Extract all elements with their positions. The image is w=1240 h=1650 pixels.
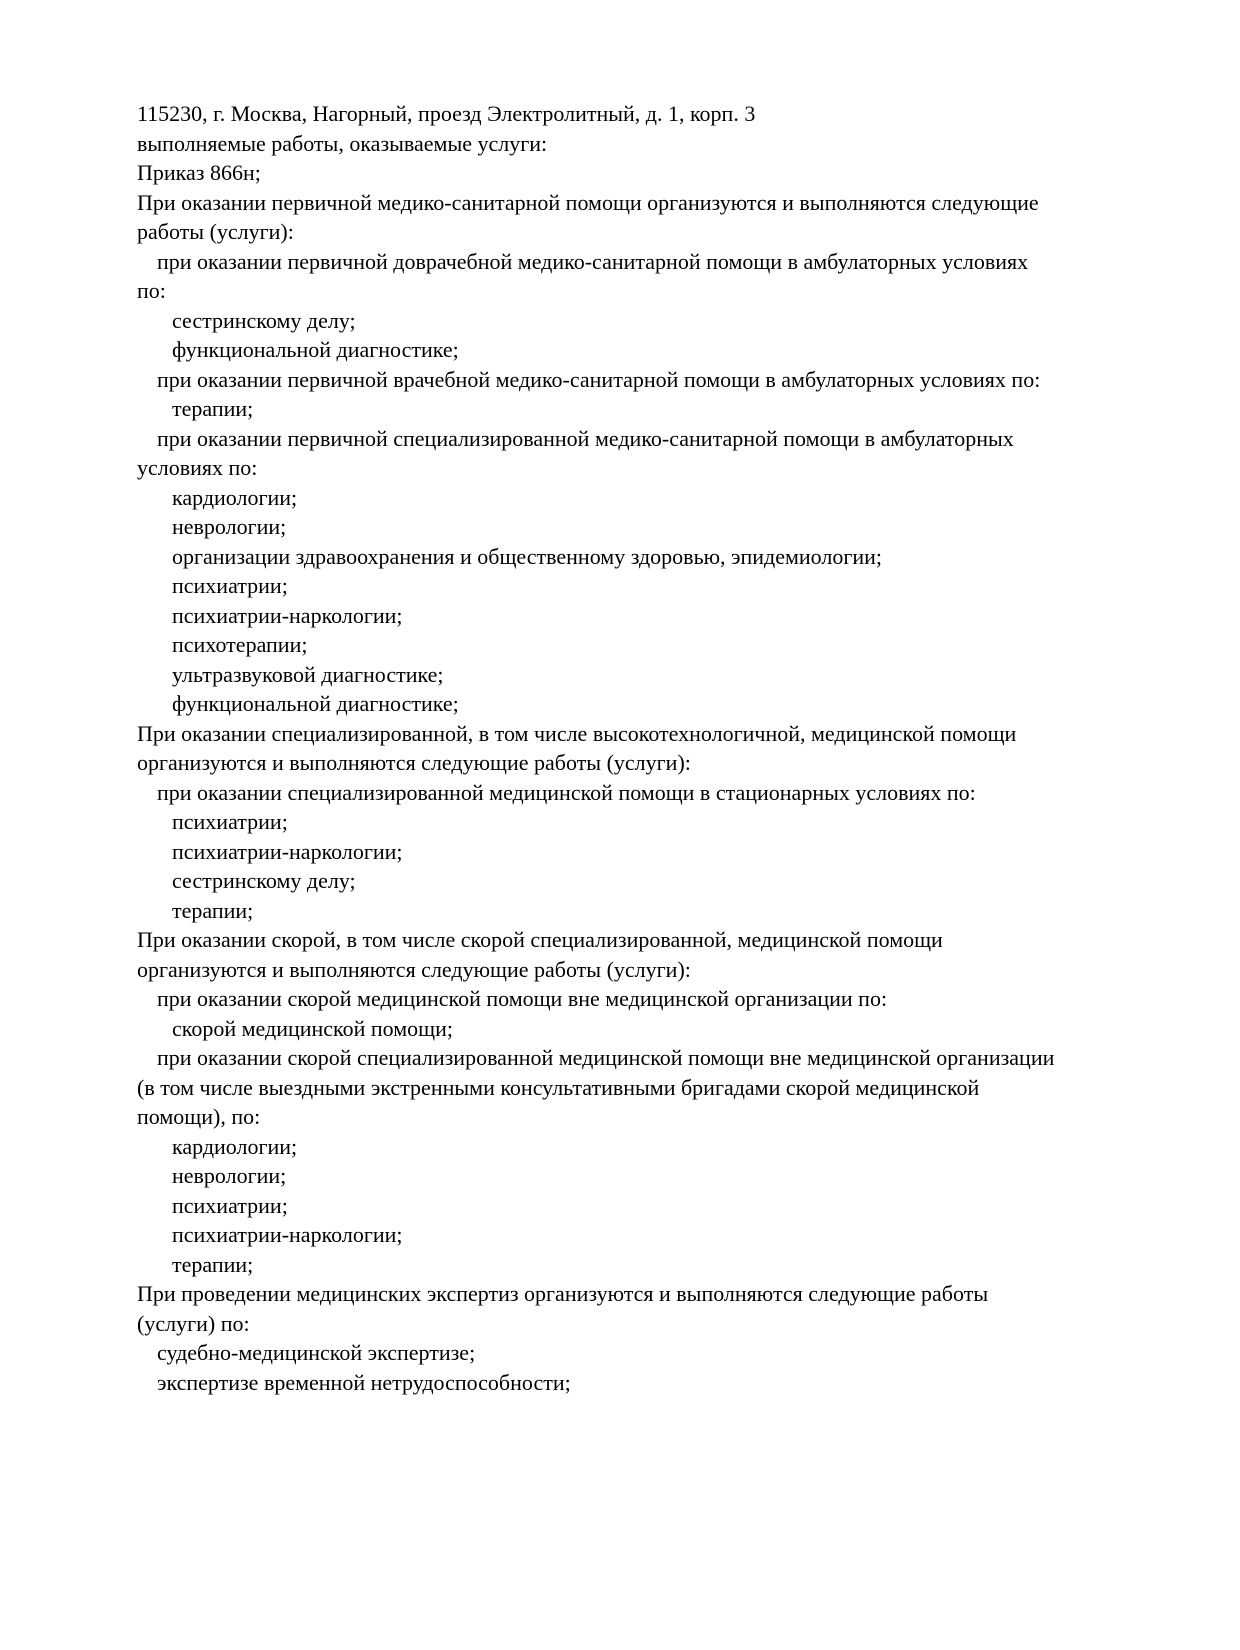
document-body: [137, 99, 1220, 1397]
document-line: организуются и выполняются следующие работы (услуги):: [137, 750, 691, 775]
document-line: терапии;: [172, 897, 254, 923]
document-line: при оказании первичной специализированной медико-санитарной помощи в амбулаторных: [157, 425, 1014, 451]
document-line: кардиологии;: [172, 1133, 298, 1159]
document-line: при оказании скорой медицинской помощи вне медицинской организации по:: [157, 986, 888, 1011]
document-line: по:: [137, 278, 166, 303]
document-line: При оказании первичной медико-санитарной помощи организуются и выполняются следующие: [137, 189, 1039, 215]
document-line: психиатрии-наркологии;: [172, 838, 403, 864]
document-line: скорой медицинской помощи;: [172, 1015, 454, 1041]
document-line: функциональной диагностике;: [172, 691, 459, 716]
document-line: психотерапии;: [172, 632, 308, 657]
document-line: (услуги) по:: [137, 1310, 250, 1336]
document-line: выполняемые работы, оказываемые услуги:: [137, 130, 548, 156]
document-line: психиатрии;: [172, 809, 288, 834]
document-line: условиях по:: [137, 455, 258, 480]
document-line: (в том числе выездными экстренными консультативными бригадами скорой медицинской: [137, 1074, 980, 1100]
document-line: Приказ 866н;: [137, 160, 261, 185]
document-line: терапии;: [172, 396, 254, 421]
document-line: неврологии;: [172, 514, 287, 539]
document-line: 115230, г. Москва, Нагорный, проезд Электролитный, д. 1, корп. 3: [137, 101, 756, 126]
document-line: кардиологии;: [172, 484, 298, 510]
document-line: При оказании скорой, в том числе скорой специализированной, медицинской помощи: [137, 927, 943, 952]
document-line: сестринскому делу;: [172, 307, 356, 333]
document-line: при оказании специализированной медицинской помощи в стационарных условиях по:: [157, 779, 976, 805]
document-line: организуются и выполняются следующие работы (услуги):: [137, 956, 691, 982]
document-line: при оказании скорой специализированной медицинской помощи вне медицинской организации: [157, 1045, 1055, 1070]
document-line: психиатрии;: [172, 573, 288, 598]
document-line: сестринскому делу;: [172, 868, 356, 893]
document-line: при оказании первичной доврачебной медико-санитарной помощи в амбулаторных условиях: [157, 248, 1029, 274]
document-line: неврологии;: [172, 1163, 287, 1188]
document-line: судебно-медицинской экспертизе;: [157, 1340, 476, 1365]
document-line: При оказании специализированной, в том числе высокотехнологичной, медицинской помощи: [137, 720, 1017, 746]
document-line: ультразвуковой диагностике;: [172, 661, 444, 687]
document-line: психиатрии-наркологии;: [172, 602, 403, 628]
document-line: функциональной диагностике;: [172, 337, 459, 362]
document-line: При проведении медицинских экспертиз организуются и выполняются следующие работы: [137, 1281, 989, 1306]
document-line: экспертизе временной нетрудоспособности;: [157, 1369, 571, 1395]
document-line: работы (услуги):: [137, 219, 294, 244]
document-line: психиатрии-наркологии;: [172, 1222, 403, 1247]
document-line: организации здравоохранения и общественному здоровью, эпидемиологии;: [172, 543, 883, 569]
document-line: терапии;: [172, 1251, 254, 1277]
document-line: при оказании первичной врачебной медико-санитарной помощи в амбулаторных условиях по:: [157, 366, 1041, 392]
document-line: помощи), по:: [137, 1104, 261, 1129]
document-line: психиатрии;: [172, 1192, 288, 1218]
